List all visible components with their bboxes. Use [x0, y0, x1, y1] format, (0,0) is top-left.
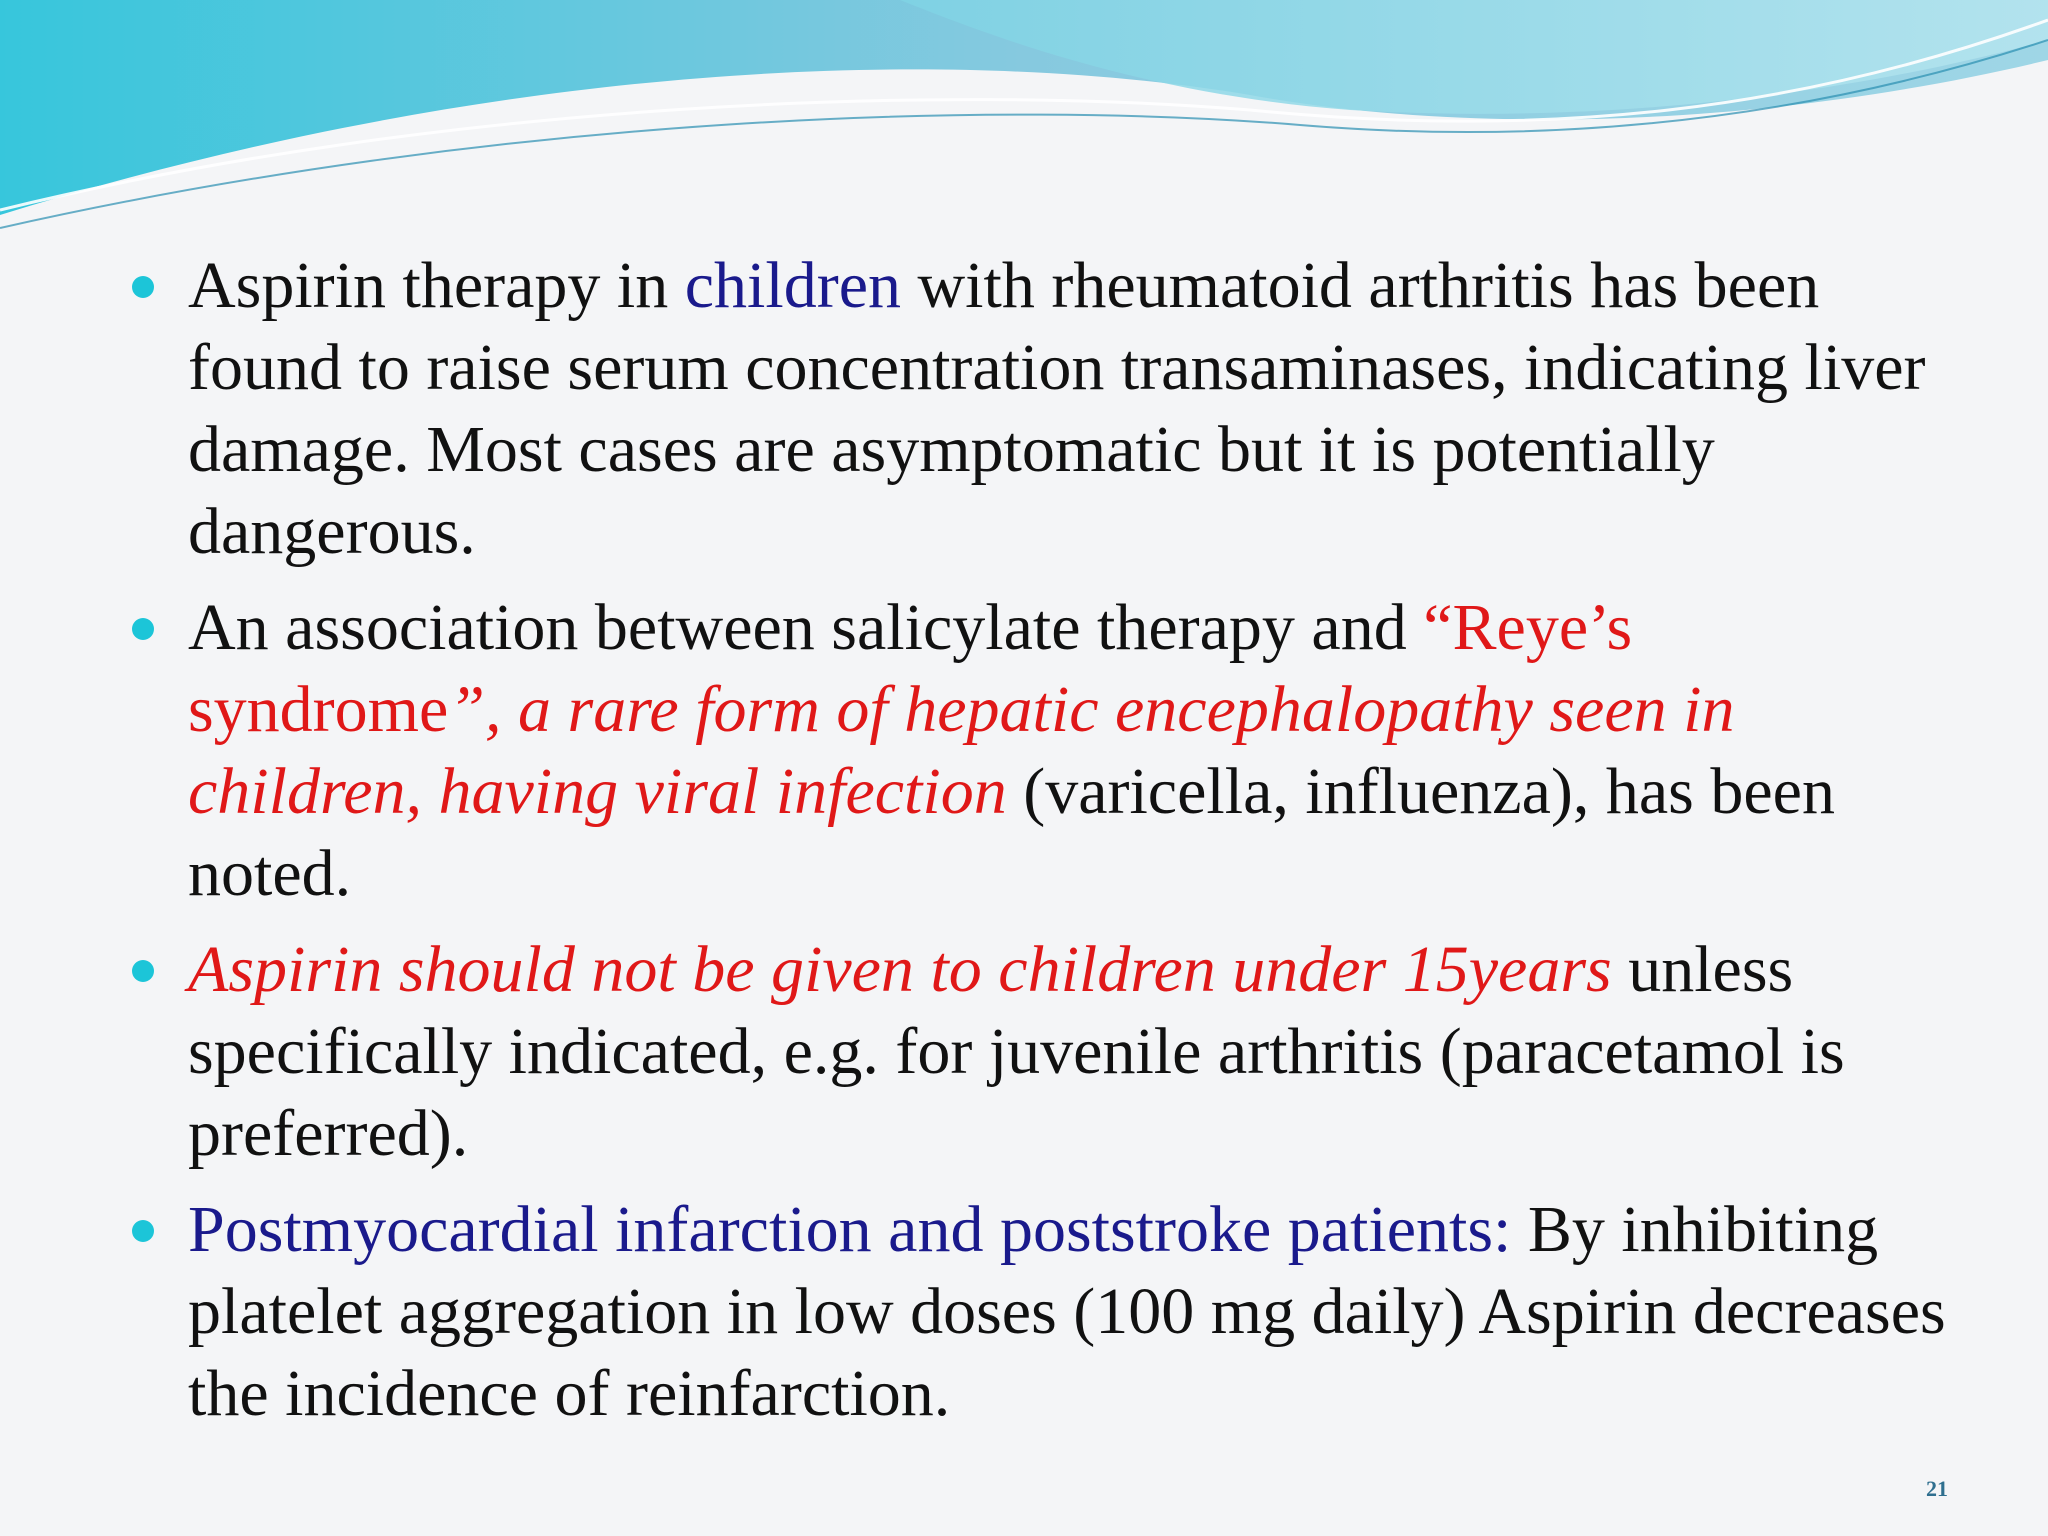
- bullet-item-1: [130, 245, 1960, 573]
- bullet-list: [130, 245, 1960, 1449]
- bullet-dot-icon: [132, 1220, 154, 1242]
- header-wave-decoration: [0, 0, 2048, 240]
- bullet-2-highlight: “Reye’s syndrome: [188, 591, 1633, 746]
- bullet-1-text-2: with rheumatoid arthritis has been found to raise serum concentration transaminases, indicating liver damage. Most cases are asymptomatic but it is potentially dangerous.: [188, 249, 1926, 568]
- bullet-dot-icon: [132, 960, 154, 982]
- bullet-3-italic: Aspirin should not be given to children under 15years: [188, 933, 1612, 1006]
- bullet-item-2: [130, 587, 1960, 915]
- bullet-dot-icon: [132, 276, 154, 298]
- bullet-1-highlight: children: [684, 249, 901, 322]
- bullet-item-4: [130, 1189, 1960, 1435]
- bullet-2-text-1: An association between salicylate therapy and: [188, 591, 1424, 664]
- bullet-2-text-2: (varicella, influenza), has been noted.: [188, 755, 1835, 910]
- page-number: 21: [1926, 1476, 1948, 1501]
- bullet-dot-icon: [132, 618, 154, 640]
- bullet-2-italic: ”, a rare form of hepatic encephalopathy seen in children, having viral infection: [188, 673, 1735, 828]
- bullet-3-text: unless specifically indicated, e.g. for juvenile arthritis (paracetamol is preferred).: [188, 933, 1845, 1170]
- bullet-1-text-1: Aspirin therapy in: [188, 249, 685, 322]
- bullet-4-text: By inhibiting platelet aggregation in low doses (100 mg daily) Aspirin decreases the incidence of reinfarction.: [188, 1193, 1946, 1430]
- bullet-item-3: [130, 929, 1960, 1175]
- bullet-4-highlight: Postmyocardial infarction and poststroke patients:: [188, 1193, 1512, 1266]
